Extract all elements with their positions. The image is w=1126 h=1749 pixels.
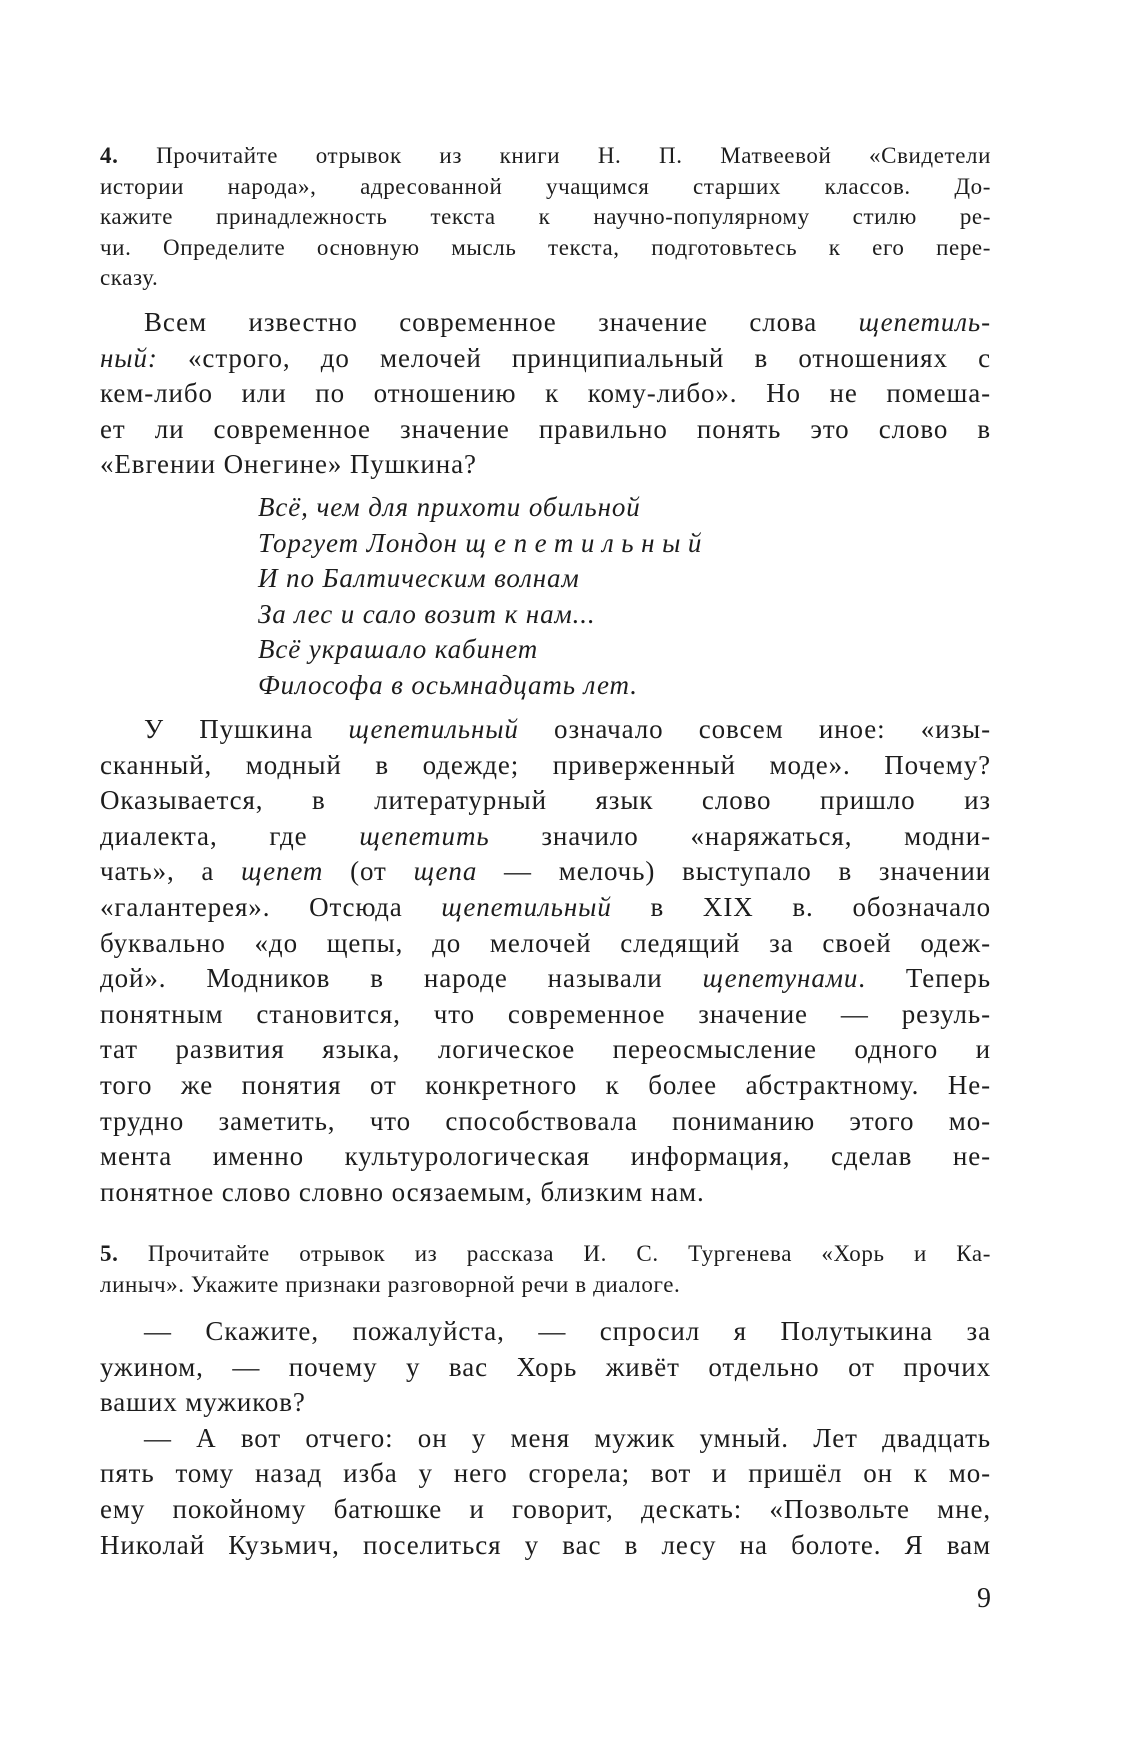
italic-term: щепа — [413, 856, 478, 887]
text-segment: буквально «до щепы, до мелочей следящий за своей одеж- — [100, 927, 991, 958]
text-segment: И по Балтическим волнам — [258, 563, 580, 594]
text-line — [258, 561, 709, 597]
text-line — [100, 1314, 991, 1350]
text-line — [100, 783, 991, 819]
text-line — [100, 997, 991, 1033]
text-line — [100, 748, 991, 784]
text-segment: Торгует Лондон — [258, 527, 466, 558]
text-segment: в XIX в. обозначало — [611, 891, 991, 922]
text-segment: Николай Кузьмич, поселиться у вас в лесу на болоте. Я вам — [100, 1529, 991, 1560]
text-segment: сканный, модный в одежде; приверженный моде». Почему? — [100, 749, 991, 780]
task-5 — [100, 1239, 991, 1300]
text-line — [100, 412, 991, 448]
text-segment: значило «наряжаться, модни- — [489, 820, 991, 851]
text-line — [100, 1492, 991, 1528]
page-number: 9 — [977, 1583, 991, 1614]
italic-term: ный: — [100, 342, 158, 373]
text-line — [100, 1104, 991, 1140]
text-line — [100, 233, 991, 264]
dialogue — [100, 1314, 991, 1563]
text-line — [100, 890, 991, 926]
text-segment: «Евгении Онегине» Пушкина? — [100, 449, 477, 480]
text-line — [100, 1032, 991, 1068]
text-segment: За лес и сало возит к нам... — [258, 598, 596, 629]
text-segment: диалекта, где — [100, 820, 360, 851]
text-line — [100, 926, 991, 962]
text-segment: того же понятия от конкретного к более абстрактному. Не- — [100, 1069, 991, 1100]
text-segment: сказу. — [100, 265, 159, 290]
text-segment: кажите принадлежность текста к научно-популярному стилю ре- — [100, 204, 991, 229]
text-line — [100, 1139, 991, 1175]
text-line — [100, 1421, 991, 1457]
text-segment: означало совсем иное: «изы- — [518, 714, 991, 744]
italic-term: щепетить — [359, 820, 490, 851]
task-number: 5. — [100, 1241, 119, 1266]
text-segment: тат развития языка, логическое переосмысление одного и — [100, 1034, 991, 1065]
text-line — [258, 490, 709, 526]
text-line — [100, 341, 991, 377]
text-segment: мента именно культурологическая информация, сделав не- — [100, 1141, 991, 1172]
text-line — [100, 1456, 991, 1492]
text-line — [100, 447, 991, 483]
text-line — [100, 961, 991, 997]
italic-term: щепетильный — [441, 891, 612, 922]
text-segment: ужином, — почему у вас Хорь живёт отдельно от прочих — [100, 1351, 991, 1382]
text-line — [100, 1175, 991, 1211]
text-segment: (от — [323, 856, 414, 887]
text-segment: Всё украшало кабинет — [258, 634, 539, 665]
text-segment: пять тому назад изба у него сгорела; вот и пришёл он к мо- — [100, 1458, 991, 1489]
text-segment: Философа в осьмнадцать лет. — [258, 669, 638, 700]
text-line — [258, 597, 709, 633]
poem — [258, 490, 709, 704]
text-segment: Всем известно современное значение слова — [144, 307, 859, 337]
text-segment: ет ли современное значение правильно понять это слово в — [100, 413, 991, 444]
text-segment: дой». Модников в народе называли — [100, 963, 703, 994]
text-segment: Оказывается, в литературный язык слово пришло из — [100, 785, 991, 816]
text-segment: трудно заметить, что способствовала пониманию этого мо- — [100, 1105, 991, 1136]
text-line — [100, 1068, 991, 1104]
task-number: 4. — [100, 143, 119, 168]
text-segment: кем-либо или по отношению к кому-либо». Но не помеша- — [100, 378, 991, 409]
text-line — [100, 141, 991, 172]
text-line — [100, 1350, 991, 1386]
text-line — [100, 1270, 991, 1301]
text-segment: ему покойному батюшке и говорит, дескать: «Позвольте мне, — [100, 1493, 991, 1524]
text-segment: ваших мужиков? — [100, 1387, 306, 1418]
spaced-term: щепетильный — [465, 527, 709, 558]
text-line — [100, 1385, 991, 1421]
text-segment: Прочитайте отрывок из рассказа И. С. Тургенева «Хорь и Ка- — [118, 1241, 991, 1266]
text-segment: линыч». Укажите признаки разговорной речи в диалоге. — [100, 1271, 681, 1297]
text-segment: — Скажите, пожалуйста, — спросил я Полутыкина за — [144, 1316, 991, 1346]
paragraph-1 — [100, 305, 991, 483]
text-line — [258, 632, 709, 668]
text-segment: «строго, до мелочей принципиальный в отношениях с — [157, 342, 991, 373]
text-segment: истории народа», адресованной учащимся старших классов. До- — [100, 173, 991, 199]
text-segment: понятным становится, что современное значение — резуль- — [100, 998, 991, 1029]
text-segment: — мелочь) выступало в значении — [477, 856, 992, 887]
text-line — [100, 172, 991, 203]
text-segment: чать», а — [100, 856, 242, 887]
text-segment: Прочитайте отрывок из книги Н. П. Матвеевой «Свидетели — [118, 143, 991, 168]
paragraph-2 — [100, 712, 991, 1210]
italic-term: щепетиль- — [858, 307, 991, 337]
text-line — [100, 854, 991, 890]
text-segment: У Пушкина — [144, 714, 349, 744]
text-line — [258, 668, 709, 704]
text-line — [100, 305, 991, 341]
text-line — [100, 1239, 991, 1270]
text-line — [100, 376, 991, 412]
text-segment: «галантерея». Отсюда — [100, 891, 442, 922]
text-line — [100, 712, 991, 748]
text-segment: Всё, чем для прихоти обильной — [258, 492, 641, 522]
text-segment: понятное слово словно осязаемым, близким нам. — [100, 1176, 705, 1207]
italic-term: щепетунами — [702, 963, 859, 994]
text-segment: — А вот отчего: он у меня мужик умный. Лет двадцать — [144, 1422, 991, 1453]
text-line — [100, 819, 991, 855]
text-line — [258, 526, 709, 562]
text-segment: . Теперь — [858, 963, 991, 994]
text-line — [100, 202, 991, 233]
text-line — [100, 263, 991, 294]
italic-term: щепетильный — [348, 714, 519, 744]
text-line — [100, 1528, 991, 1564]
text-segment: чи. Определите основную мысль текста, подготовьтесь к его пере- — [100, 234, 991, 260]
italic-term: щепет — [241, 856, 324, 887]
task-4 — [100, 141, 991, 294]
